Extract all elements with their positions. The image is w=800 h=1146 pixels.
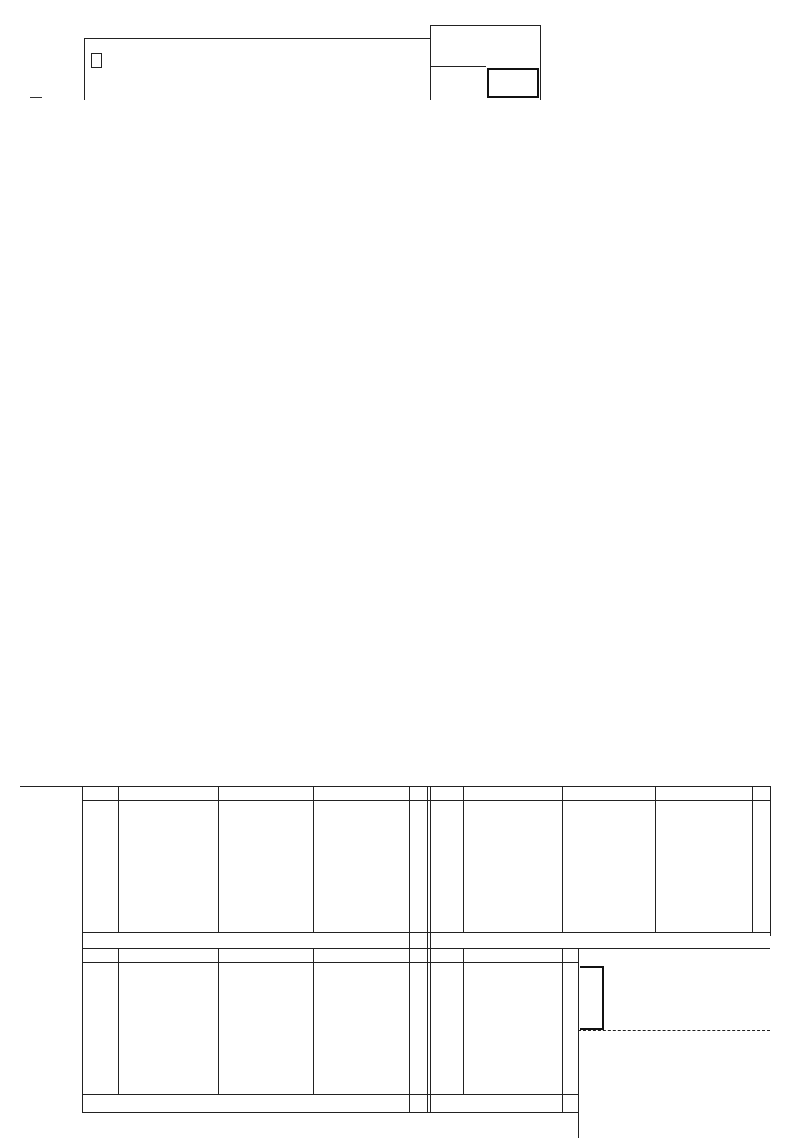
box3-top-border — [430, 66, 486, 67]
box1-right-border — [540, 25, 541, 100]
box1-top-border — [430, 25, 540, 26]
box1-left-border — [430, 25, 431, 100]
col-divider — [313, 786, 314, 932]
col-divider — [463, 948, 464, 1094]
lower-totals-line — [82, 1094, 578, 1095]
totals-line — [82, 932, 770, 933]
col-divider — [118, 948, 119, 1094]
header-line — [84, 38, 430, 39]
col-divider — [562, 948, 563, 1112]
col-divider — [218, 948, 219, 1094]
duties-left-border — [82, 786, 83, 1112]
box47-label — [10, 790, 66, 801]
fold-mark — [30, 97, 42, 102]
copy-dashed-line — [578, 1030, 770, 1031]
col-divider — [578, 948, 579, 1138]
col-divider — [313, 948, 314, 1094]
col-divider — [218, 786, 219, 932]
copy-number — [580, 966, 604, 1030]
duties-top-line — [20, 786, 770, 787]
col-divider — [430, 786, 431, 1112]
col-divider — [562, 786, 563, 932]
col-divider — [752, 786, 753, 932]
copy-number-box — [487, 68, 539, 98]
lower-table-header-line — [82, 962, 578, 963]
duties-middle-border — [427, 786, 428, 1112]
duties-right-border — [770, 786, 771, 936]
duties-bottom-line — [82, 1112, 578, 1113]
col-divider — [409, 786, 410, 1112]
duties-header-line — [82, 800, 770, 801]
col-divider — [118, 786, 119, 932]
lower-table-top-line — [82, 948, 770, 949]
header-left-border — [84, 38, 85, 100]
box8-checkbox[interactable] — [91, 53, 102, 68]
col-divider — [655, 786, 656, 932]
col-divider — [463, 786, 464, 932]
